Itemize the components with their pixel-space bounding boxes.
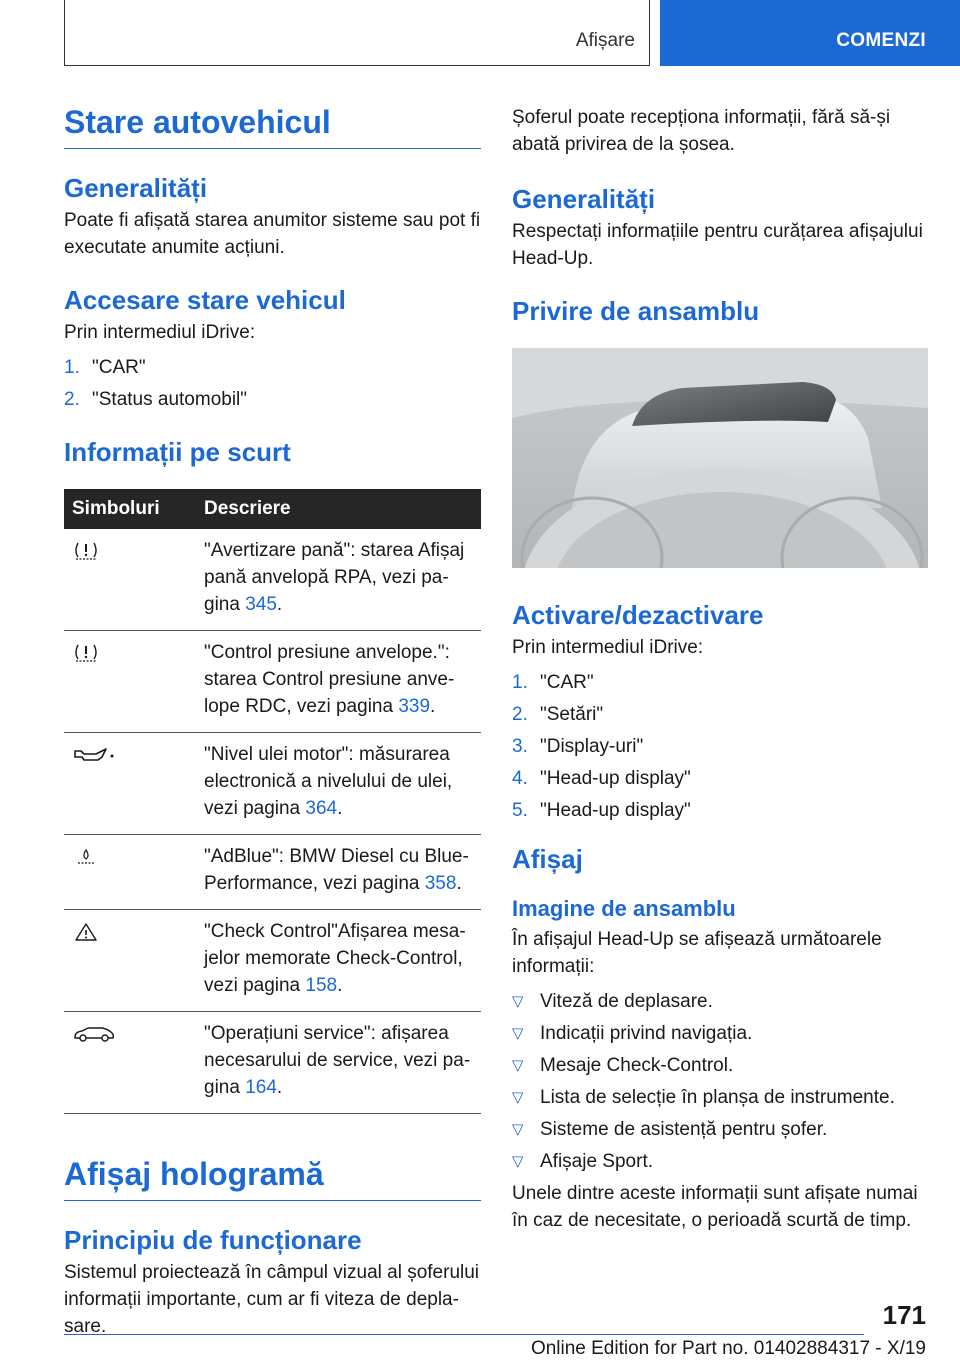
col-description: Descriere xyxy=(190,489,481,529)
symbols-table xyxy=(64,489,481,1114)
activation-intro: Prin intermediul iDrive: xyxy=(512,637,704,658)
step-number: 3. xyxy=(512,736,528,757)
general-text-2: Respectați informațiile pentru curățarea afișajului Head-Up. xyxy=(512,221,923,269)
row-description: "Nivel ulei motor": măsurarea electronică a nivelului de ulei, vezi pagina 364. xyxy=(190,733,481,835)
tire-warning-icon xyxy=(72,541,116,561)
step-number: 4. xyxy=(512,768,528,789)
display-heading: Afișaj xyxy=(512,844,583,874)
image-text: În afișajul Head-Up se afișează următoarele informații: xyxy=(512,929,882,977)
step-text: "Head-up display" xyxy=(540,768,691,789)
list-item: ▽ Mesaje Check-Control. xyxy=(512,1052,928,1079)
principle-text: Sistemul proiectează în câmpul vizual al șoferului informații importante, cum ar fi viteza de deplasare. xyxy=(64,1262,480,1337)
triangle-bullet-icon: ▽ xyxy=(512,1153,524,1170)
list-item xyxy=(512,733,928,760)
overview-heading: Privire de ansamblu xyxy=(512,296,760,326)
col-symbols: Simboluri xyxy=(64,489,190,529)
hologram-title: Afișaj hologramă xyxy=(64,1156,324,1192)
list-item xyxy=(64,386,481,413)
table-header-row xyxy=(64,489,481,529)
general-heading: Generalități xyxy=(64,173,208,203)
triangle-bullet-icon: ▽ xyxy=(512,993,524,1010)
triangle-bullet-icon: ▽ xyxy=(512,1121,524,1138)
step-text: "Status automobil" xyxy=(92,389,248,410)
list-item: ▽ Viteză de deplasare. xyxy=(512,988,928,1015)
image-heading: Imagine de ansamblu xyxy=(512,896,736,921)
header-section-label: Afișare xyxy=(575,30,635,51)
step-text: "CAR" xyxy=(540,672,594,693)
page-number: 171 xyxy=(882,1300,926,1330)
header-section-tab xyxy=(64,0,650,66)
display-items xyxy=(512,988,928,1175)
table-row xyxy=(64,910,481,1012)
step-number: 5. xyxy=(512,800,528,821)
closing-text: Unele dintre aceste informații sunt afișate numai în caz de necesitate, o perioadă scurtă de timp. xyxy=(512,1183,918,1231)
general-text: Poate fi afișată starea anumitor sisteme sau pot fi executate anumite acțiuni. xyxy=(64,210,481,258)
row-description: "Control presiune anvelope.": starea Control presiune anvelope RDC, vezi pagina 339. xyxy=(190,631,481,733)
list-item xyxy=(64,354,481,381)
step-text: "Setări" xyxy=(540,704,604,725)
principle-heading: Principiu de funcționare xyxy=(64,1225,362,1255)
page-link[interactable]: 364 xyxy=(305,798,338,819)
step-number: 1. xyxy=(64,357,80,378)
engine-oil-icon xyxy=(72,745,116,765)
hologram-rule xyxy=(64,1200,481,1201)
left-column xyxy=(64,100,481,1340)
general-heading-2: Generalități xyxy=(512,184,656,214)
page-link[interactable]: 345 xyxy=(245,594,277,615)
step-text: "CAR" xyxy=(92,357,146,378)
table-row xyxy=(64,631,481,733)
step-text: "Head-up display" xyxy=(540,800,691,821)
access-steps xyxy=(64,354,481,413)
page-link[interactable]: 358 xyxy=(424,873,457,894)
info-heading: Informații pe scurt xyxy=(64,437,291,467)
triangle-bullet-icon: ▽ xyxy=(512,1089,524,1106)
table-row xyxy=(64,835,481,910)
row-description: "Operațiuni service": afișarea necesarului de service, vezi pagina 164. xyxy=(190,1012,481,1114)
right-column xyxy=(512,100,928,1234)
table-row xyxy=(64,1012,481,1114)
access-intro: Prin intermediul iDrive: xyxy=(64,322,256,343)
page-link[interactable]: 158 xyxy=(305,975,338,996)
list-item: ▽ Indicații privind navigația. xyxy=(512,1020,928,1047)
check-control-icon xyxy=(72,922,116,942)
list-item: ▽ Afișaje Sport. xyxy=(512,1148,928,1175)
row-description: "Avertizare pană": starea Afișaj pană anvelopă RPA, vezi pagina 345. xyxy=(190,529,481,631)
row-description: "Check Control"Afișarea mesajelor memorate Check-Control, vezi pagina 158. xyxy=(190,910,481,1012)
step-number: 1. xyxy=(512,672,528,693)
list-item xyxy=(512,701,928,728)
activation-heading: Activare/dezactivare xyxy=(512,600,764,630)
table-row xyxy=(64,529,481,631)
header-chapter-tab xyxy=(660,0,960,66)
step-text: "Display-uri" xyxy=(540,736,644,757)
row-description: "AdBlue": BMW Diesel cu BluePerformance, vezi pagina 358. xyxy=(190,835,481,910)
adblue-icon xyxy=(72,847,116,867)
header-chapter-label: COMENZI xyxy=(836,30,926,51)
list-item xyxy=(512,765,928,792)
footer-edition: Online Edition for Part no. 01402884317 - X/19 xyxy=(530,1338,926,1359)
list-item xyxy=(512,669,928,696)
head-up-display-photo xyxy=(512,348,928,568)
triangle-bullet-icon: ▽ xyxy=(512,1025,524,1042)
page-title: Stare autovehicul xyxy=(64,104,331,140)
access-heading: Accesare stare vehicul xyxy=(64,285,346,315)
activation-steps xyxy=(512,669,928,824)
list-item xyxy=(512,797,928,824)
footer-rule xyxy=(64,1334,864,1335)
tire-pressure-icon xyxy=(72,643,116,663)
title-rule xyxy=(64,148,481,149)
service-car-icon xyxy=(72,1024,116,1044)
list-item: ▽ Lista de selecție în planșa de instrumente. xyxy=(512,1084,928,1111)
step-number: 2. xyxy=(64,389,80,410)
table-row xyxy=(64,733,481,835)
list-item: ▽ Sisteme de asistență pentru șofer. xyxy=(512,1116,928,1143)
page-link[interactable]: 339 xyxy=(398,696,431,717)
step-number: 2. xyxy=(512,704,528,725)
page-link[interactable]: 164 xyxy=(245,1077,277,1098)
triangle-bullet-icon: ▽ xyxy=(512,1057,524,1074)
hud-intro-text: Șoferul poate recepționa informații, fără să-și abată privirea de la șosea. xyxy=(512,107,891,155)
